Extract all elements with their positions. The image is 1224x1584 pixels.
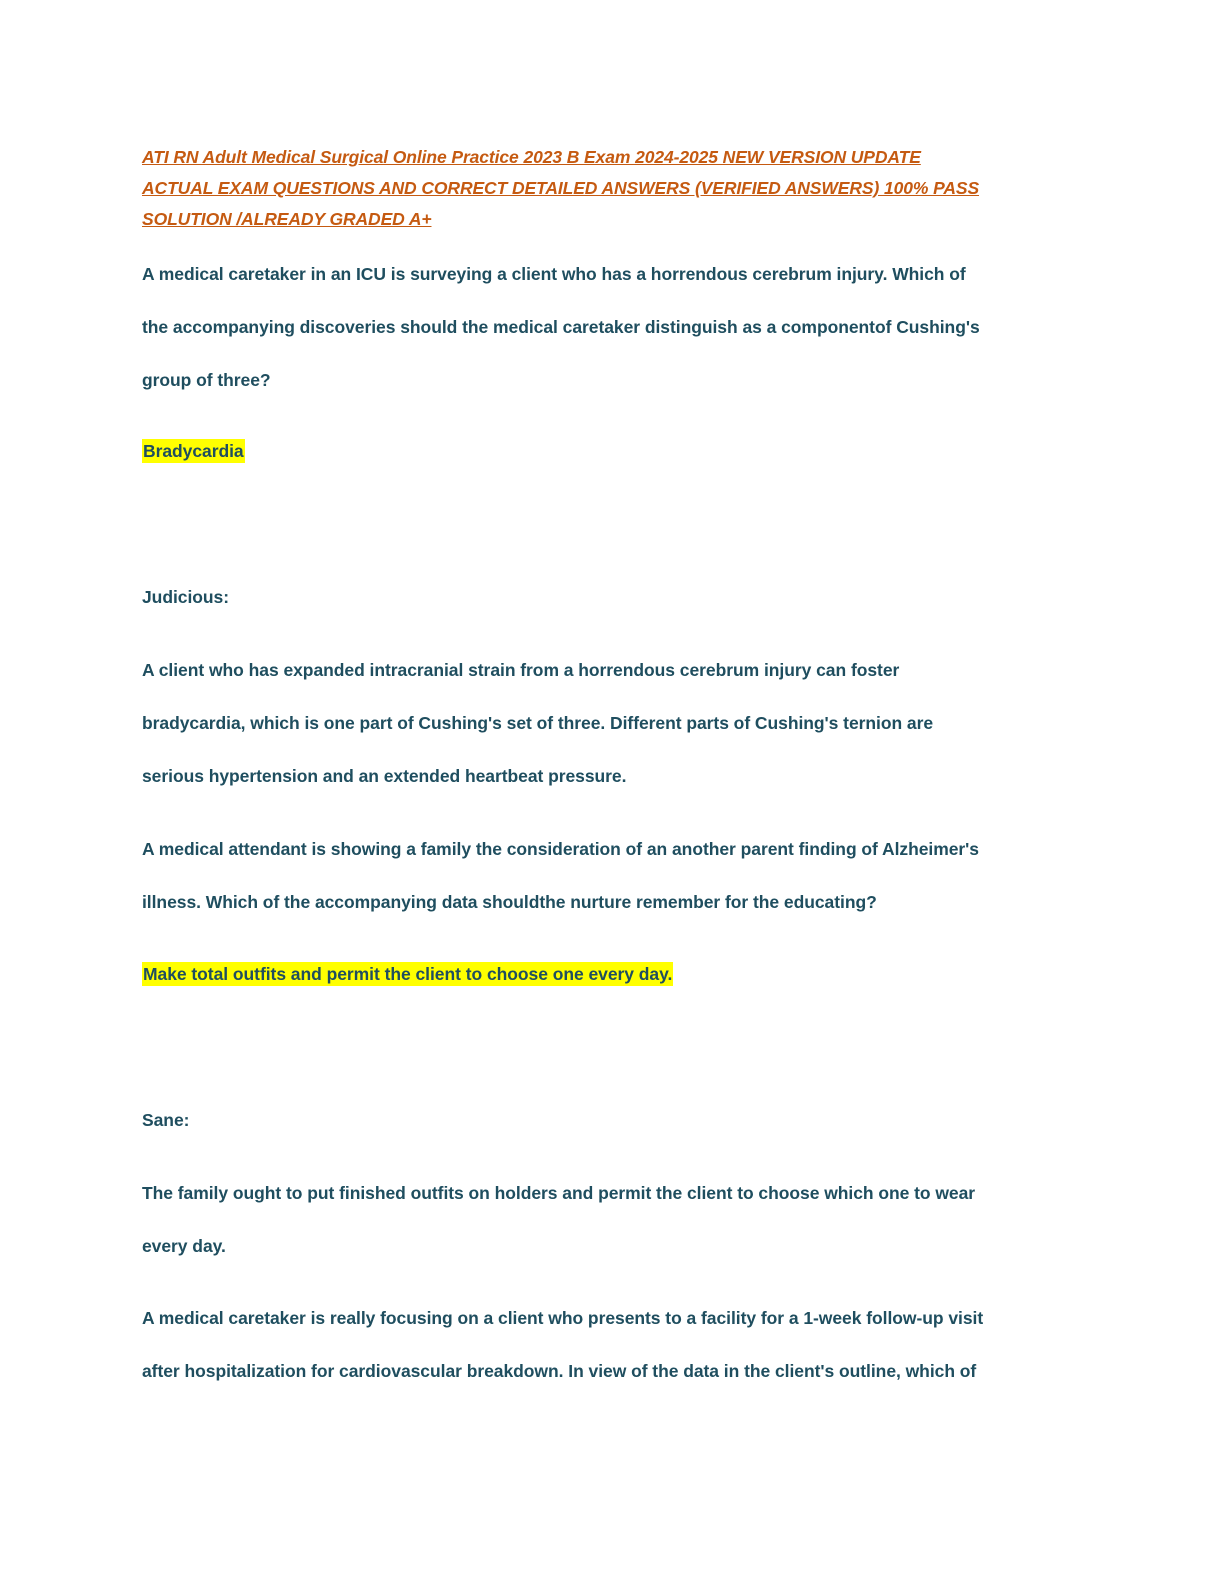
rationale-1-label-text: Judicious: <box>142 587 230 607</box>
rationale-1-line-3: serious hypertension and an extended heartbeat pressure. <box>142 766 627 786</box>
document-title <box>142 142 1082 235</box>
rationale-1-line-1: A client who has expanded intracranial strain from a horrendous cerebrum injury can foster <box>142 660 900 680</box>
question-3 <box>142 1292 1082 1398</box>
title-line-1: ATI RN Adult Medical Surgical Online Practice 2023 B Exam 2024-2025 NEW VERSION UPDATE <box>142 147 921 167</box>
answer-2-highlight: Make total outfits and permit the client to choose one every day. <box>143 964 673 984</box>
title-line-3: SOLUTION /ALREADY GRADED A+ <box>142 209 432 229</box>
question-1 <box>142 248 1082 407</box>
rationale-1 <box>142 644 1082 803</box>
rationale-2-label-text: Sane: <box>142 1110 190 1130</box>
rationale-1-line-2: bradycardia, which is one part of Cushing's set of three. Different parts of Cushing's ternion are <box>142 713 934 733</box>
answer-1 <box>142 425 1082 478</box>
rationale-2-line-2: every day. <box>142 1236 226 1256</box>
question-3-line-2: after hospitalization for cardiovascular breakdown. In view of the data in the client's outline, which of <box>142 1361 977 1381</box>
rationale-2-line-1: The family ought to put finished outfits on holders and permit the client to choose which one to wear <box>142 1183 976 1203</box>
question-2 <box>142 823 1082 929</box>
rationale-2-label <box>142 1094 1082 1147</box>
answer-2 <box>142 948 1082 1001</box>
question-1-line-3: group of three? <box>142 370 271 390</box>
rationale-1-label <box>142 571 1082 624</box>
question-1-line-2: the accompanying discoveries should the medical caretaker distinguish as a componentof Cushing's <box>142 317 980 337</box>
question-1-line-1: A medical caretaker in an ICU is surveying a client who has a horrendous cerebrum injury. Which of <box>142 264 966 284</box>
answer-1-highlight: Bradycardia <box>143 441 244 461</box>
title-line-2: ACTUAL EXAM QUESTIONS AND CORRECT DETAILED ANSWERS (VERIFIED ANSWERS) 100% PASS <box>142 178 980 198</box>
question-2-line-1: A medical attendant is showing a family the consideration of an another parent finding of Alzheimer's <box>142 839 979 859</box>
question-2-line-2: illness. Which of the accompanying data shouldthe nurture remember for the educating? <box>142 892 877 912</box>
rationale-2 <box>142 1167 1082 1273</box>
question-3-line-1: A medical caretaker is really focusing on a client who presents to a facility for a 1-week follow-up visit <box>142 1308 984 1328</box>
